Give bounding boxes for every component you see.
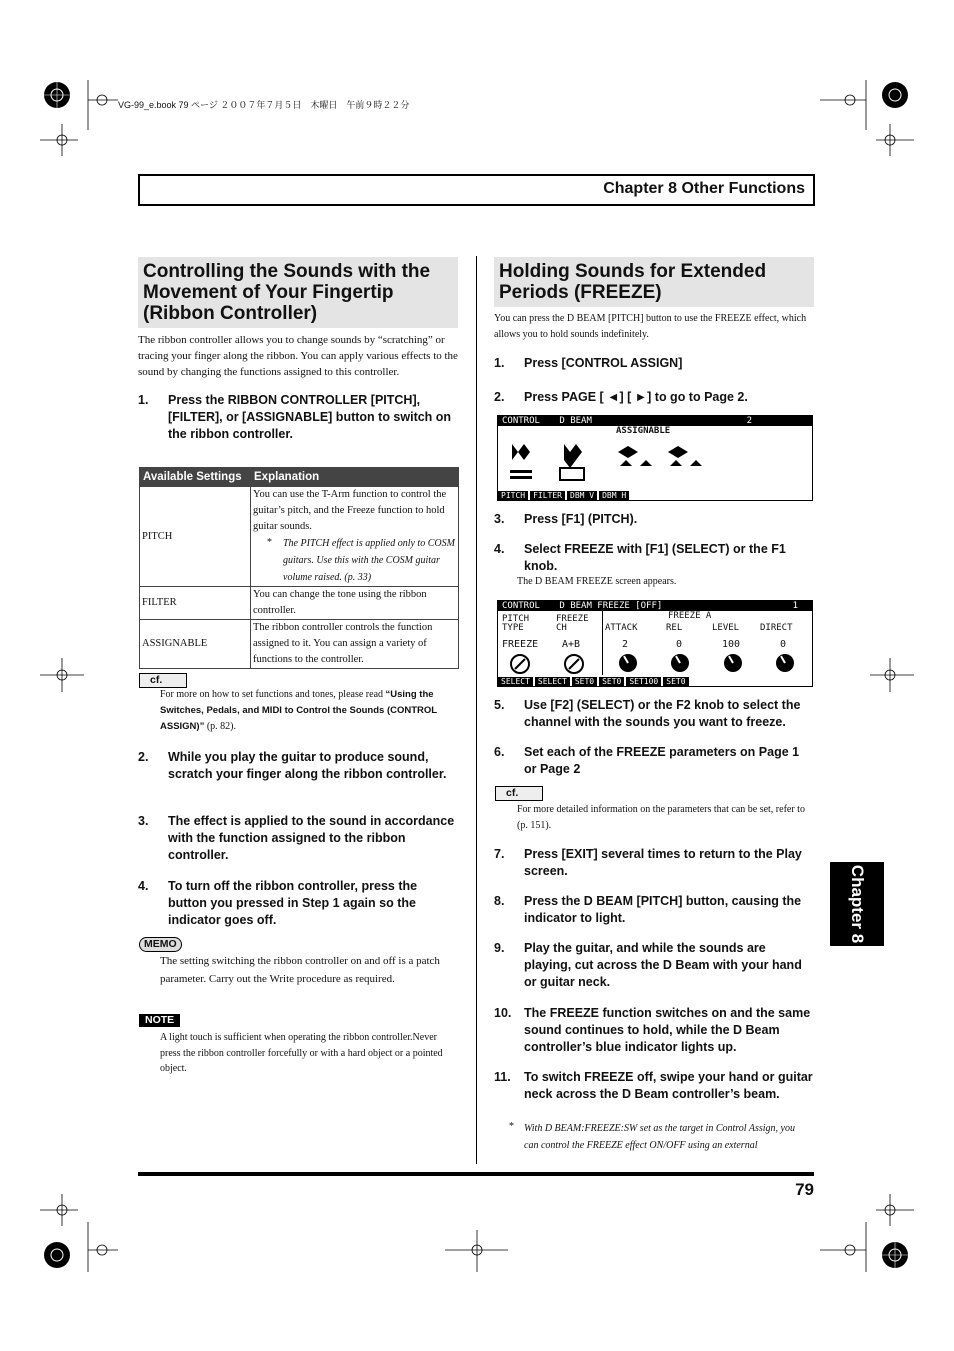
lcd-tab: SELECT bbox=[535, 677, 570, 686]
step-text: The effect is applied to the sound in accordance with the function assigned to the ribbon controller. bbox=[168, 814, 455, 862]
cf-page-ref: (p. 82). bbox=[204, 721, 237, 732]
table-row bbox=[140, 487, 459, 587]
lcd-param-label: DIRECT bbox=[760, 623, 793, 633]
setting-explanation: You can change the tone using the ribbon controller. bbox=[251, 587, 459, 620]
step-text: Play the guitar, and while the sounds are playing, cut across the D Beam with your hand or guitar neck. bbox=[524, 941, 802, 989]
chapter-tab-label: Chapter 8 bbox=[848, 864, 867, 944]
freeze-intro: You can press the D BEAM [PITCH] button to use the FREEZE effect, which allows you to hold sounds indefinitely. bbox=[494, 313, 807, 340]
step-number: 5. bbox=[494, 698, 505, 712]
setting-explanation: The ribbon controller controls the function assigned to it. You can assign a variety of functions to the controller. bbox=[251, 620, 459, 669]
lcd-function-bar bbox=[498, 491, 812, 500]
lcd-param-label: LEVEL bbox=[712, 623, 740, 633]
lcd-title-left: CONTROL bbox=[502, 601, 540, 611]
step-number: 11. bbox=[494, 1070, 511, 1084]
lcd-function-bar bbox=[498, 677, 812, 686]
lcd-dbeam-freeze bbox=[497, 600, 813, 687]
step4-subtext: The D BEAM FREEZE screen appears. bbox=[517, 576, 677, 587]
beam-icon bbox=[658, 446, 688, 458]
footer-rule bbox=[138, 1172, 814, 1176]
step-text: To turn off the ribbon controller, press the button you pressed in Step 1 again so the indicator goes off. bbox=[168, 879, 418, 927]
up-arrow-icon bbox=[620, 460, 652, 466]
lcd-title-right: D BEAM bbox=[559, 416, 592, 426]
freeze-step-10 bbox=[494, 1005, 814, 1059]
lcd-title-right: D BEAM FREEZE [OFF] bbox=[559, 601, 663, 611]
lcd-param-label: PITCH TYPE bbox=[502, 614, 530, 633]
step-text: Press the RIBBON CONTROLLER [PITCH], [FILTER], or [ASSIGNABLE] button to switch on the ribbon controller. bbox=[168, 393, 452, 441]
lcd-tab: DBM H bbox=[599, 491, 629, 500]
freeze-step-6 bbox=[494, 744, 814, 780]
page-number: 79 bbox=[795, 1180, 814, 1199]
step-number: 1. bbox=[494, 356, 505, 370]
running-header-box bbox=[138, 174, 815, 206]
running-header: Chapter 8 Other Functions bbox=[603, 180, 805, 197]
freeze-step-3 bbox=[494, 511, 814, 529]
step-number: 4. bbox=[138, 879, 149, 893]
ribbon-intro: The ribbon controller allows you to change sounds by “scratching” or tracing your finger along the ribbon. You can apply various effects to the sound by changing the functions assigned to this controller. bbox=[138, 334, 458, 378]
freeze-step-2 bbox=[494, 389, 814, 407]
note-asterisk: * bbox=[267, 537, 272, 548]
cf-reference: For more detailed information on the parameters that can be set, refer to (p. 151). bbox=[517, 804, 805, 831]
step-text: While you play the guitar to produce sound, scratch your finger along the ribbon controller. bbox=[168, 750, 447, 781]
lcd-param-label: FREEZE CH bbox=[556, 614, 589, 633]
wave-icon bbox=[564, 444, 582, 468]
settings-table bbox=[139, 467, 459, 669]
lcd-param-value: 2 bbox=[622, 639, 629, 650]
note-text: The PITCH effect is applied only to COSM guitars. Use this with the COSM guitar volume raised. (p. 33) bbox=[283, 538, 455, 583]
freeze-step-11 bbox=[494, 1069, 814, 1123]
pitch-icon bbox=[510, 470, 532, 473]
step-text: Press [F1] (PITCH). bbox=[524, 512, 638, 526]
step-number: 3. bbox=[494, 512, 505, 526]
up-arrow-icon bbox=[670, 460, 702, 466]
step-number: 6. bbox=[494, 745, 505, 759]
step-number: 7. bbox=[494, 847, 505, 861]
freeze-step-7 bbox=[494, 846, 814, 882]
lcd-param-label: ATTACK bbox=[605, 623, 638, 633]
lcd-selector-icons bbox=[510, 653, 590, 675]
knob-icon bbox=[724, 654, 742, 672]
ribbon-step-2 bbox=[138, 749, 458, 801]
wave-icon bbox=[512, 444, 530, 460]
lcd-title-bar bbox=[498, 416, 812, 426]
ribbon-step-1 bbox=[138, 392, 458, 444]
step-number: 1. bbox=[138, 393, 149, 407]
freeze-step-4 bbox=[494, 541, 814, 577]
freeze-step-5 bbox=[494, 697, 814, 733]
setting-name: FILTER bbox=[140, 587, 251, 620]
lcd-control-assign-page2 bbox=[497, 415, 813, 501]
cf-reference bbox=[160, 687, 458, 735]
lcd-tab: SELECT bbox=[498, 677, 533, 686]
setting-name: PITCH bbox=[140, 487, 251, 587]
section-heading-ribbon: Controlling the Sounds with the Movement of Your Fingertip (Ribbon Controller) bbox=[138, 257, 458, 328]
lcd-param-value: 0 bbox=[676, 639, 683, 650]
step-number: 9. bbox=[494, 941, 505, 955]
memo-text: The setting switching the ribbon controller on and off is a patch parameter. Carry out the Write procedure as required. bbox=[160, 955, 440, 985]
lcd-param-value: A+B bbox=[562, 639, 581, 650]
step-text: Set each of the FREEZE parameters on Page 1 or Page 2 bbox=[524, 745, 800, 776]
step-text: The FREEZE function switches on and the same sound continues to hold, while the D Beam controller’s blue indicator lights up. bbox=[524, 1006, 811, 1054]
lcd-group-label: FREEZE A bbox=[668, 611, 712, 621]
lcd-title-bar bbox=[498, 601, 812, 611]
table-row bbox=[140, 587, 459, 620]
lcd-tab: SET100 bbox=[626, 677, 661, 686]
step-text: Press [CONTROL ASSIGN] bbox=[524, 356, 683, 370]
setting-name: ASSIGNABLE bbox=[140, 620, 251, 669]
step-text: Press [EXIT] several times to return to the Play screen. bbox=[524, 847, 802, 878]
lcd-divider bbox=[602, 611, 603, 675]
freeze-step-8 bbox=[494, 893, 814, 929]
step-number: 2. bbox=[494, 390, 505, 404]
lcd-param-value: 100 bbox=[722, 639, 741, 650]
setting-explanation: You can use the T-Arm function to control the guitar’s pitch, and the Freeze function to hold guitar sounds. bbox=[253, 489, 447, 532]
step-number: 4. bbox=[494, 542, 505, 556]
step-text: Press the D BEAM [PITCH] button, causing the indicator to light. bbox=[524, 894, 802, 925]
filter-icon bbox=[560, 468, 584, 480]
lcd-tab: SET0 bbox=[599, 677, 624, 686]
cf-text: For more on how to set functions and tones, please read bbox=[160, 689, 386, 700]
lcd-param-label: REL bbox=[666, 623, 683, 633]
cf-tag: cf. bbox=[495, 786, 543, 801]
lcd-tab: FILTER bbox=[530, 491, 565, 500]
cf-tag: cf. bbox=[139, 673, 187, 688]
note-tag: NOTE bbox=[139, 1014, 180, 1027]
step-number: 8. bbox=[494, 894, 505, 908]
column-divider bbox=[476, 256, 477, 1164]
chapter-tab bbox=[830, 862, 884, 946]
knob-icon bbox=[619, 654, 637, 672]
lcd-title-left: CONTROL bbox=[502, 416, 540, 426]
step-text: Use [F2] (SELECT) or the F2 knob to select the channel with the sounds you want to freeze. bbox=[524, 698, 801, 729]
knob-icon bbox=[776, 654, 794, 672]
step-text: To switch FREEZE off, swipe your hand or guitar neck across the D Beam controller’s beam. bbox=[524, 1070, 813, 1101]
lcd-page-number: 1 bbox=[792, 601, 798, 611]
beam-icon bbox=[608, 446, 638, 458]
freeze-step-9 bbox=[494, 940, 814, 994]
lcd-function-icons bbox=[508, 438, 708, 486]
lcd-tab: PITCH bbox=[498, 491, 528, 500]
lcd-tab: SET0 bbox=[572, 677, 597, 686]
print-header: VG-99_e.book 79 ページ ２００７年７月５日 木曜日 午前９時２２分 bbox=[118, 100, 410, 110]
step-number: 10. bbox=[494, 1006, 512, 1020]
step-text: Select FREEZE with [F1] (SELECT) or the F1 knob. bbox=[524, 542, 786, 573]
knob-icon bbox=[671, 654, 689, 672]
lcd-tab: DBM V bbox=[567, 491, 597, 500]
lcd-page-number: 2 bbox=[746, 416, 752, 426]
ribbon-step-3 bbox=[138, 813, 458, 865]
note-asterisk: * bbox=[509, 1121, 514, 1132]
lcd-tab: SET0 bbox=[663, 677, 688, 686]
memo-tag: MEMO bbox=[139, 937, 182, 952]
lcd-param-value: 0 bbox=[780, 639, 787, 650]
freeze-step-1 bbox=[494, 355, 814, 373]
note-text: A light touch is sufficient when operating the ribbon controller.Never press the ribbon controller forcefully or with a hard object or a pointed object. bbox=[160, 1032, 443, 1074]
table-header-explanation: Explanation bbox=[251, 468, 459, 487]
step-number: 3. bbox=[138, 814, 149, 828]
cf-link-title: “Using the Switches, Pedals, and MIDI to Control the Sounds (CONTROL ASSIGN)” bbox=[160, 689, 437, 732]
step-text: Press PAGE [ ◄] [ ►] to go to Page 2. bbox=[524, 390, 748, 404]
lcd-subtitle: ASSIGNABLE bbox=[616, 426, 671, 436]
section-heading-freeze: Holding Sounds for Extended Periods (FREEZE) bbox=[494, 257, 814, 307]
freeze-footnote: With D BEAM:FREEZE:SW set as the target in Control Assign, you can control the FREEZE effect ON/OFF using an external bbox=[524, 1123, 795, 1151]
table-header-settings: Available Settings bbox=[140, 468, 251, 487]
table-row bbox=[140, 620, 459, 669]
lcd-param-value: FREEZE bbox=[502, 639, 539, 650]
ribbon-step-4 bbox=[138, 878, 458, 930]
step-number: 2. bbox=[138, 750, 149, 764]
table-note bbox=[253, 535, 456, 586]
